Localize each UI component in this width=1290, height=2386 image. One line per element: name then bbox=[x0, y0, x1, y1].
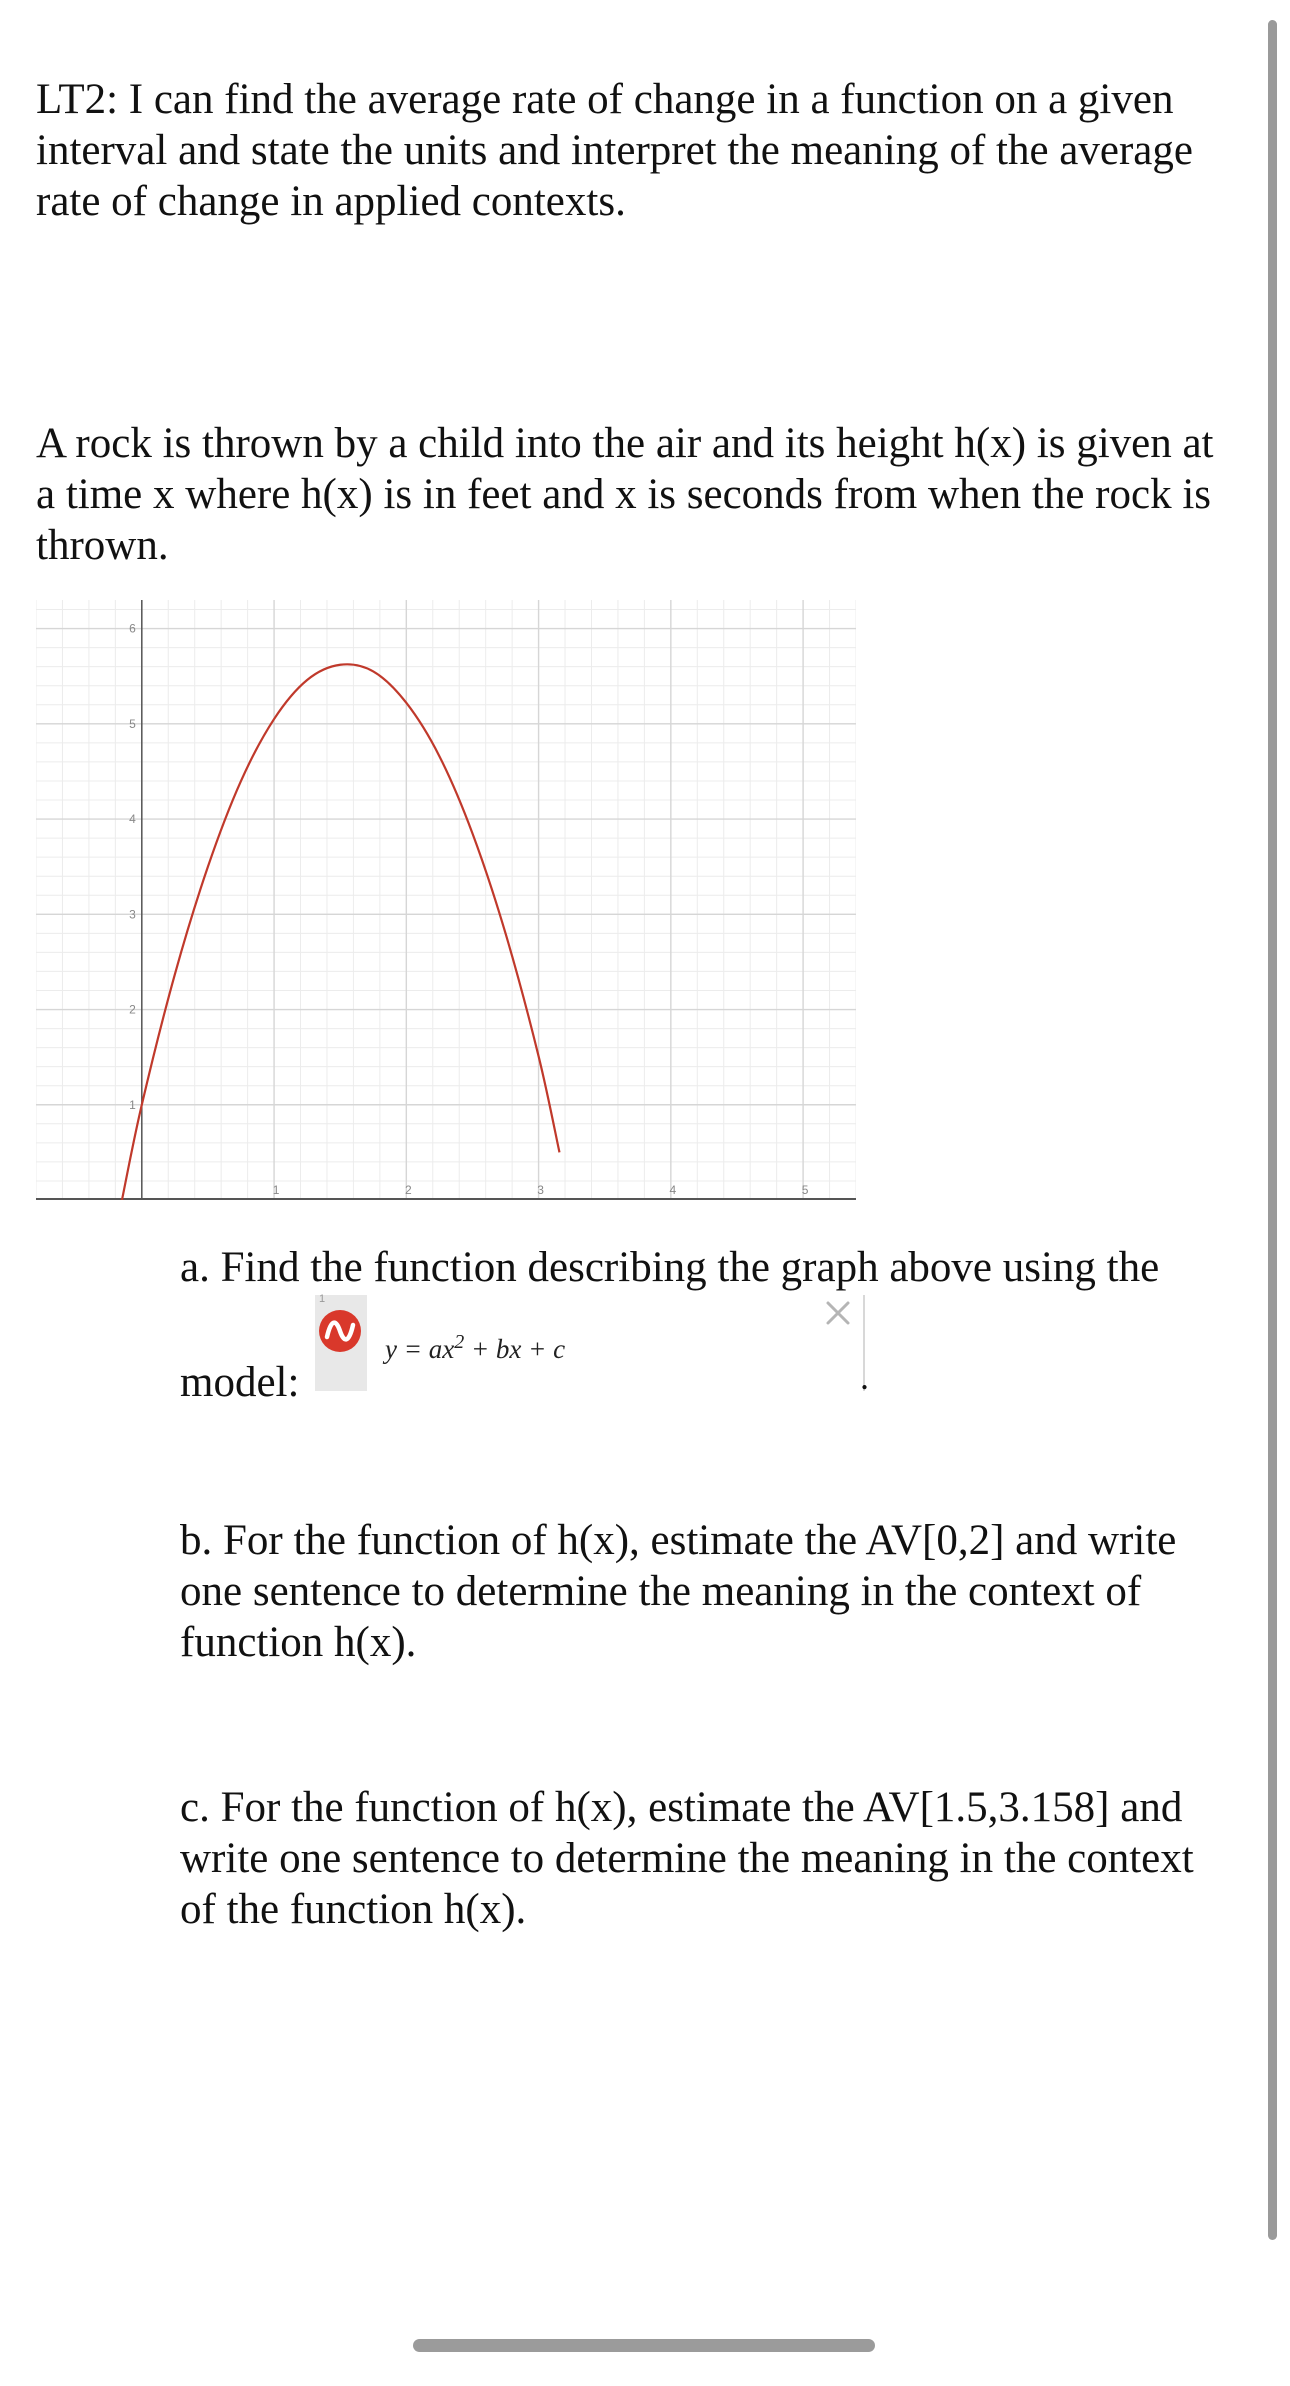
formula-index: 1 bbox=[319, 1293, 326, 1305]
desmos-logo-icon[interactable] bbox=[318, 1309, 362, 1353]
formula-exponent: 2 bbox=[454, 1331, 465, 1353]
series bbox=[122, 664, 560, 1200]
y-tick-label: 6 bbox=[129, 621, 136, 636]
x-tick-label: 4 bbox=[669, 1183, 677, 1197]
question-a-text: a. Find the function describing the graph above using the bbox=[180, 1244, 1160, 1291]
question-c: c. For the function of h(x), estimate the AV[1.5,3.158] and write one sentence to determine the meaning in the context of the function h(x). bbox=[180, 1784, 1194, 1933]
y-tick-label: 2 bbox=[129, 1002, 136, 1017]
vertical-scrollbar[interactable] bbox=[1268, 20, 1277, 2240]
y-tick-label: 4 bbox=[129, 812, 136, 827]
formula-suffix: + bx + c bbox=[464, 1334, 566, 1364]
formula-trailing-period: . bbox=[860, 1357, 869, 1397]
graph-svg bbox=[36, 600, 856, 1200]
x-tick-label: 5 bbox=[801, 1183, 809, 1197]
height-graph bbox=[36, 600, 856, 1200]
formula-expression bbox=[385, 1331, 565, 1365]
home-indicator[interactable] bbox=[413, 2339, 875, 2352]
close-icon[interactable] bbox=[820, 1295, 856, 1331]
formula-prefix: y = ax bbox=[385, 1334, 455, 1364]
learning-target: LT2: I can find the average rate of change in a function on a given interval and state the units and interpret the meaning of the average rate of change in applied contexts. bbox=[36, 76, 1193, 225]
grid bbox=[36, 600, 856, 1200]
x-tick-label: 3 bbox=[537, 1183, 544, 1197]
y-tick-label: 5 bbox=[129, 716, 136, 731]
formula-embed[interactable] bbox=[315, 1295, 870, 1395]
y-tick-label: 1 bbox=[129, 1097, 136, 1112]
x-tick-label: 2 bbox=[404, 1183, 412, 1197]
problem-intro: A rock is thrown by a child into the air and its height h(x) is given at a time x where h(x) is in feet and x is seconds from when the rock is thrown. bbox=[36, 420, 1214, 569]
tick-labels bbox=[129, 622, 809, 1197]
y-tick-label: 3 bbox=[129, 907, 136, 922]
question-a-model-label: model: bbox=[180, 1359, 300, 1406]
x-tick-label: 1 bbox=[272, 1183, 280, 1197]
series-line bbox=[122, 664, 560, 1200]
question-b: b. For the function of h(x), estimate the AV[0,2] and write one sentence to determine the meaning in the context of function h(x). bbox=[180, 1517, 1177, 1666]
